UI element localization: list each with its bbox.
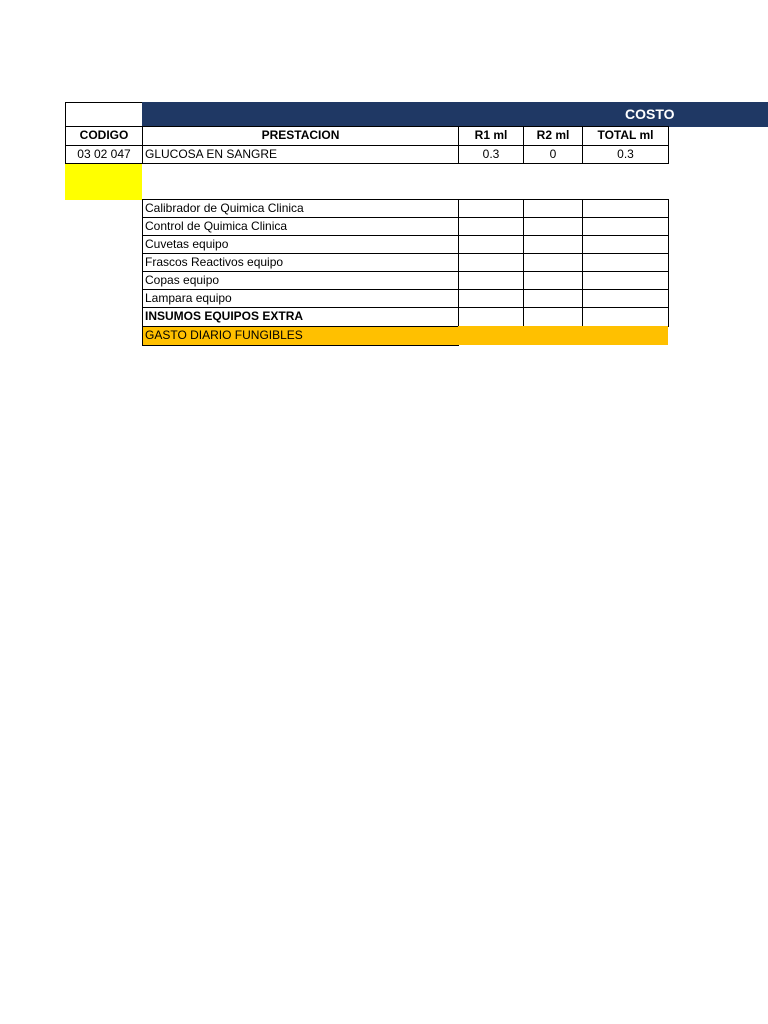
header-total: TOTAL ml: [582, 126, 669, 146]
item-total-cell[interactable]: [582, 271, 669, 290]
item-label[interactable]: Calibrador de Quimica Clinica: [142, 199, 459, 218]
item-r2-cell[interactable]: [523, 271, 583, 290]
cell-prestacion[interactable]: GLUCOSA EN SANGRE: [142, 145, 459, 164]
item-r1-cell[interactable]: [458, 235, 524, 254]
highlight-cell[interactable]: [65, 164, 142, 200]
item-r1-cell[interactable]: [458, 307, 524, 327]
header-r1: R1 ml: [458, 126, 524, 146]
item-label[interactable]: INSUMOS EQUIPOS EXTRA: [142, 307, 459, 327]
cell-r1[interactable]: 0.3: [458, 145, 524, 164]
item-r2-cell[interactable]: [523, 199, 583, 218]
item-total-cell[interactable]: [582, 253, 669, 272]
cell-r2[interactable]: 0: [523, 145, 583, 164]
item-total-cell[interactable]: [582, 217, 669, 236]
item-label[interactable]: Control de Quimica Clinica: [142, 217, 459, 236]
item-r1-cell[interactable]: [458, 253, 524, 272]
empty-corner-cell[interactable]: [65, 102, 143, 127]
item-r2-cell[interactable]: [523, 307, 583, 327]
item-label[interactable]: Frascos Reactivos equipo: [142, 253, 459, 272]
header-r2: R2 ml: [523, 126, 583, 146]
item-r2-cell[interactable]: [523, 217, 583, 236]
item-r2-cell[interactable]: [523, 289, 583, 308]
item-r1-cell[interactable]: [458, 271, 524, 290]
banner-title: COSTO: [142, 102, 768, 127]
cell-codigo[interactable]: 03 02 047: [65, 145, 143, 164]
summary-value-cell[interactable]: [458, 326, 668, 345]
header-codigo: CODIGO: [65, 126, 143, 146]
summary-label[interactable]: GASTO DIARIO FUNGIBLES: [142, 326, 459, 346]
item-label[interactable]: Lampara equipo: [142, 289, 459, 308]
item-total-cell[interactable]: [582, 199, 669, 218]
item-r1-cell[interactable]: [458, 199, 524, 218]
item-total-cell[interactable]: [582, 235, 669, 254]
item-r2-cell[interactable]: [523, 235, 583, 254]
item-r1-cell[interactable]: [458, 289, 524, 308]
item-label[interactable]: Copas equipo: [142, 271, 459, 290]
item-r1-cell[interactable]: [458, 217, 524, 236]
item-total-cell[interactable]: [582, 289, 669, 308]
header-prestacion: PRESTACION: [142, 126, 459, 146]
item-total-cell[interactable]: [582, 307, 669, 327]
cell-total[interactable]: 0.3: [582, 145, 669, 164]
item-label[interactable]: Cuvetas equipo: [142, 235, 459, 254]
item-r2-cell[interactable]: [523, 253, 583, 272]
